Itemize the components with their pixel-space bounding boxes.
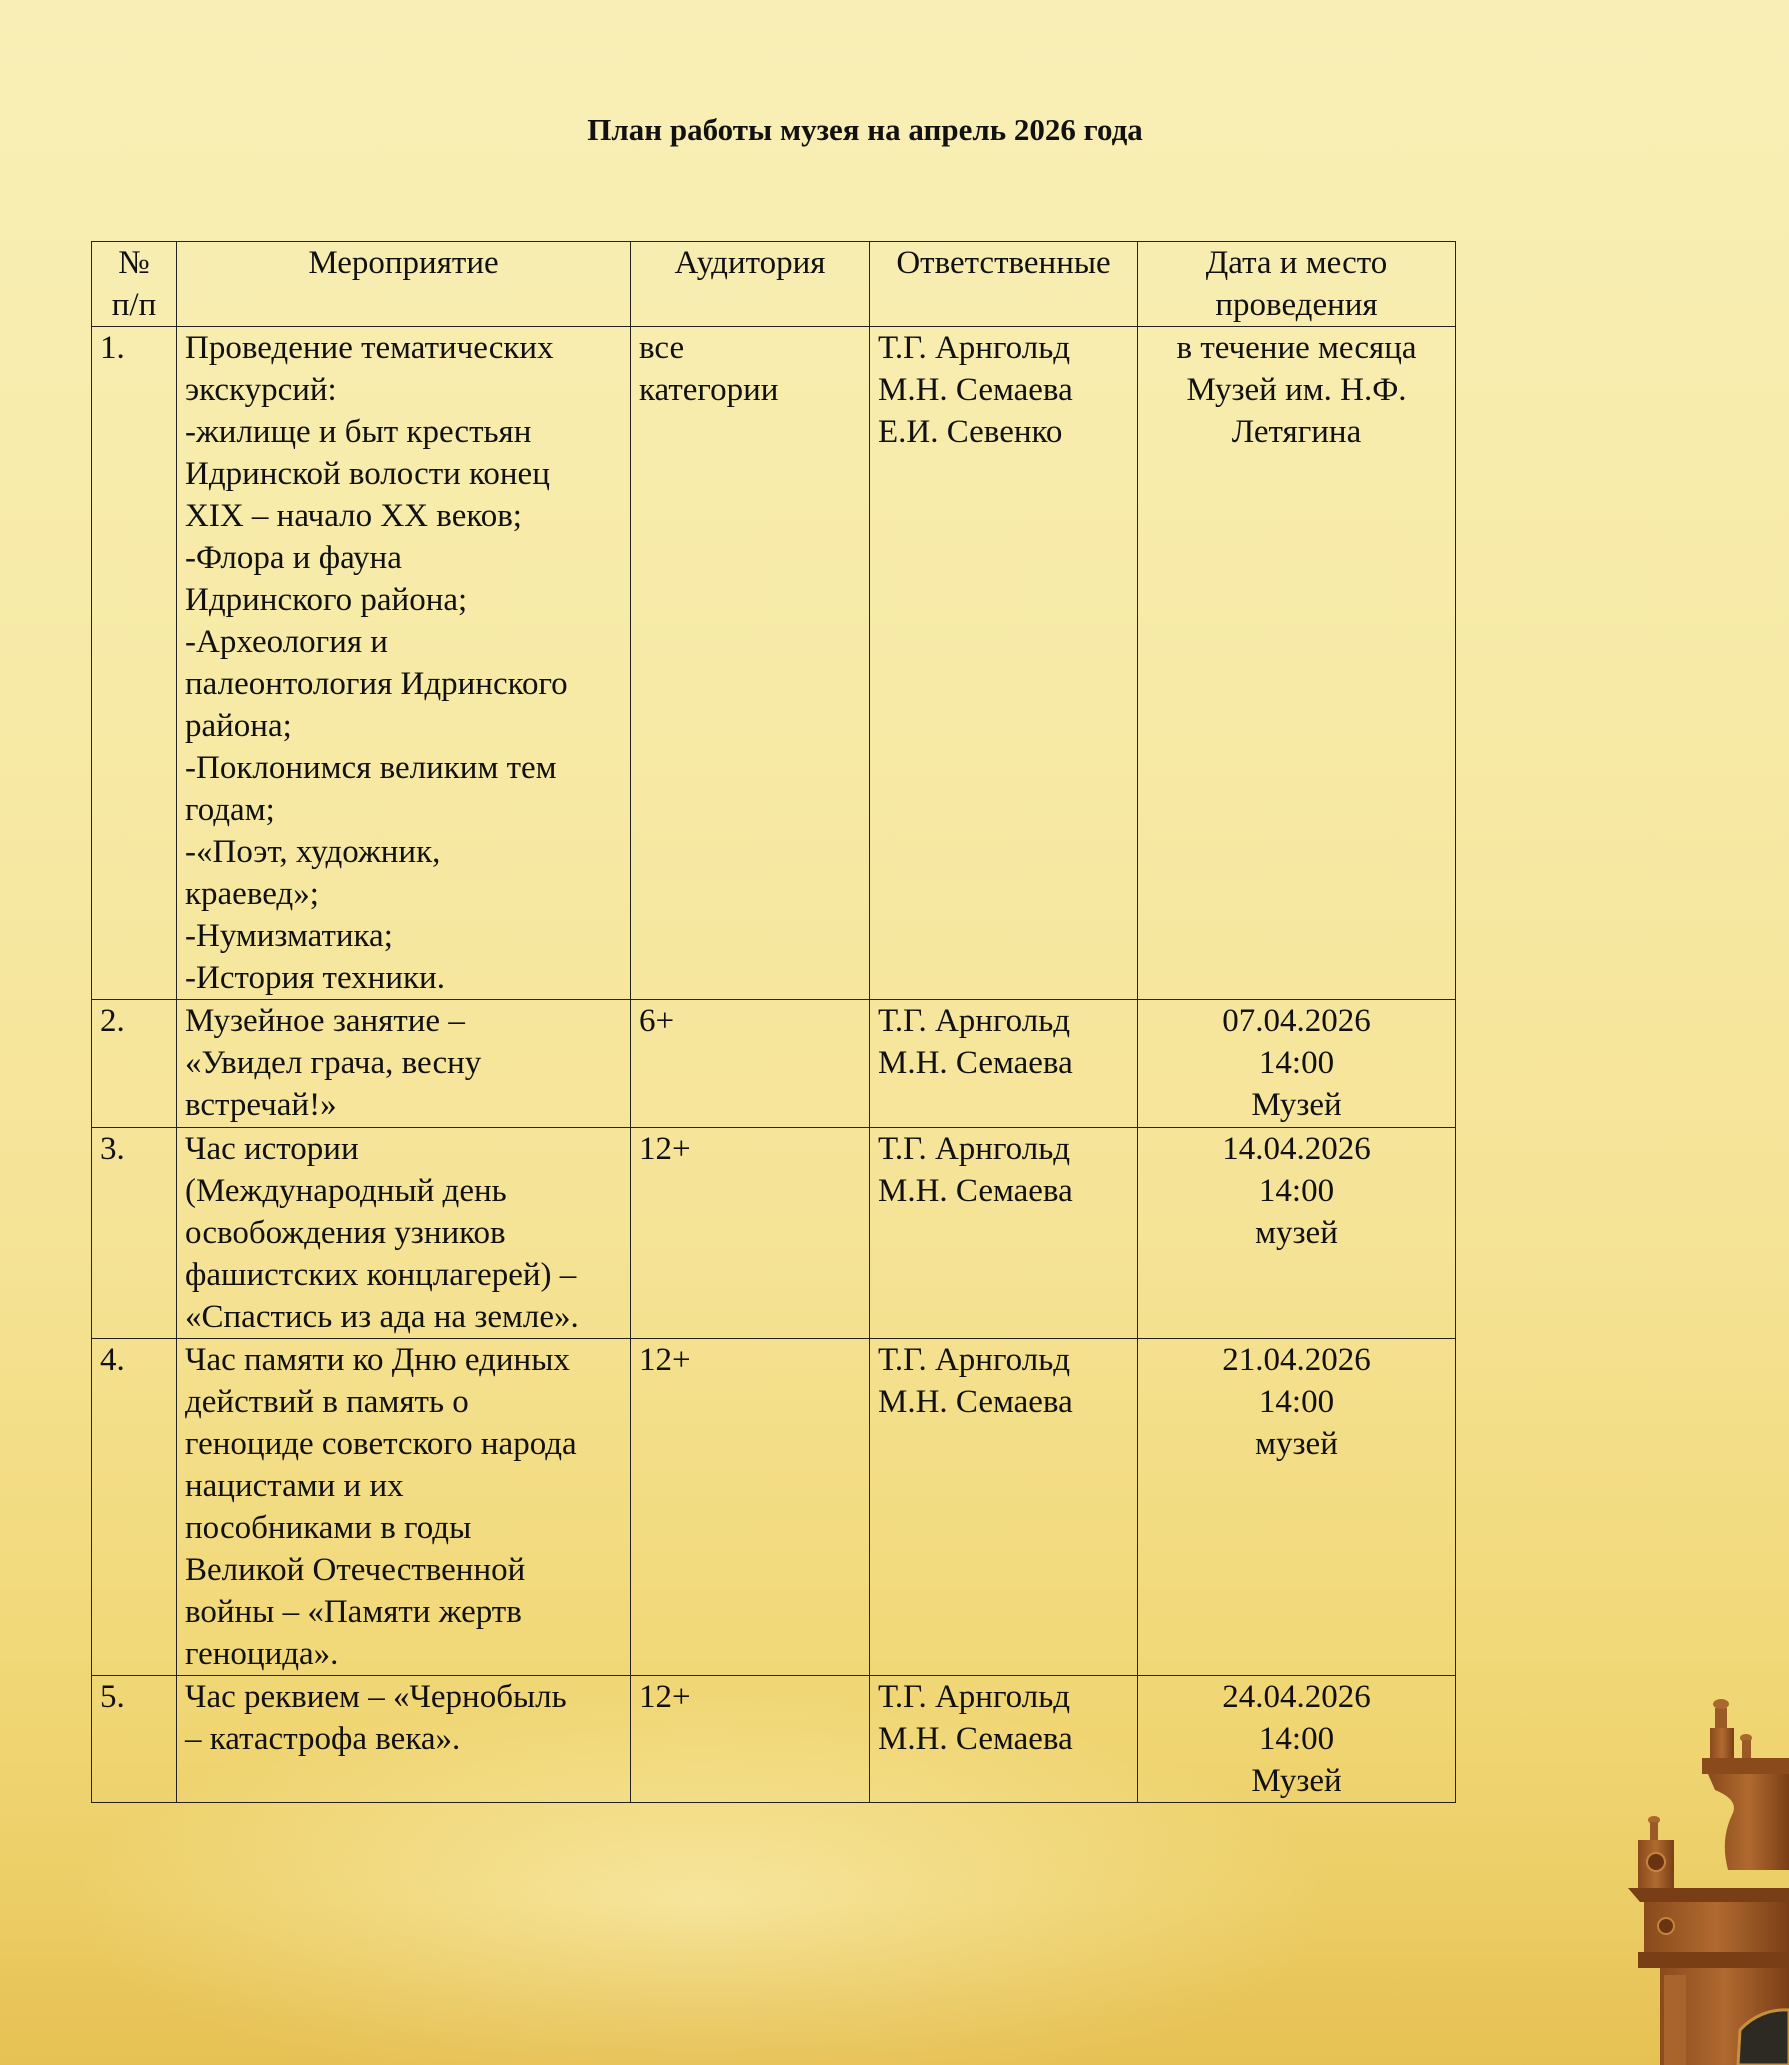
table-row [92,1339,1456,1676]
header-responsible: Ответственные [870,242,1138,327]
cell-event-line: (Международный день [185,1173,507,1209]
cell-responsible-line: Т.Г. Арнгольд [878,330,1071,366]
cell-responsible [870,1676,1138,1803]
cell-date-place-line: Летягина [1231,414,1362,450]
cell-event-line: Идринского района; [185,582,468,618]
cell-event-line: -«Поэт, художник, [185,834,441,870]
cell-date-place-line: 21.04.2026 [1222,1342,1371,1378]
cell-event-line: палеонтология Идринского [185,666,568,702]
cell-date-place-line: 14:00 [1258,1173,1335,1209]
cell-date-place-line: в течение месяца [1176,330,1417,366]
cell-responsible-line: Т.Г. Арнгольд [878,1131,1071,1167]
cell-audience [631,1676,870,1803]
cell-date-place [1138,327,1456,1000]
cell-responsible [870,1128,1138,1339]
cell-num: 3. [92,1128,177,1339]
cell-event-line: геноциде советского народа [185,1426,577,1462]
cell-event-line: «Увидел грача, весну [185,1045,482,1081]
cell-event-line: встречай!» [185,1087,337,1123]
cell-audience-line: все [639,330,685,366]
cell-event-line: пособниками в годы [185,1510,472,1546]
cell-date-place-line: 07.04.2026 [1222,1003,1371,1039]
cell-num: 5. [92,1676,177,1803]
cell-event-line: района; [185,708,292,744]
cell-event-line: -Поклонимся великим тем [185,750,557,786]
cell-audience-line: 12+ [639,1679,691,1715]
cell-event [177,1128,631,1339]
header-event: Мероприятие [177,242,631,327]
cell-date-place-line: музей [1255,1426,1338,1462]
cell-event-line: «Спастись из ада на земле». [185,1299,579,1335]
cell-event-line: XIX – начало XX веков; [185,498,522,534]
cell-event-line: фашистских концлагерей) – [185,1257,577,1293]
background-glow [0,1900,1789,2065]
header-date-line: Дата и место [1205,245,1388,281]
table-row [92,1000,1456,1128]
cell-event-line: Музейное занятие – [185,1003,465,1039]
plan-table [91,241,1456,1803]
page-title: План работы музея на апрель 2026 года [587,112,1143,147]
cell-num: 1. [92,327,177,1000]
cell-date-place-line: музей [1255,1215,1338,1251]
cell-responsible-line: М.Н. Семаева [878,1384,1073,1420]
cell-event-line: – катастрофа века». [185,1721,461,1757]
cell-event-line: Час реквием – «Чернобыль [185,1679,567,1715]
cell-audience [631,1339,870,1676]
cell-audience [631,327,870,1000]
cell-event-line: Час истории [185,1131,359,1167]
cell-num: 2. [92,1000,177,1128]
cell-audience [631,1128,870,1339]
table-row [92,327,1456,1000]
cell-responsible-line: Т.Г. Арнгольд [878,1342,1071,1378]
cell-event-line: -История техники. [185,960,445,996]
cell-event-line: нацистами и их [185,1468,404,1504]
cell-event-line: войны – «Памяти жертв [185,1594,522,1630]
table-row [92,1676,1456,1803]
cell-date-place [1138,1676,1456,1803]
cell-responsible-line: М.Н. Семаева [878,372,1073,408]
cell-event-line: Идринской волости конец [185,456,550,492]
cell-event [177,1000,631,1128]
table-header-row [92,242,1456,327]
cell-event-line: краевед»; [185,876,319,912]
cell-responsible-line: Т.Г. Арнгольд [878,1679,1071,1715]
cell-responsible [870,1339,1138,1676]
cell-date-place-line: 14:00 [1258,1721,1335,1757]
cell-event-line: Проведение тематических [185,330,554,366]
cell-event-line: -Археология и [185,624,388,660]
cell-date-place-line: 14.04.2026 [1222,1131,1371,1167]
cell-event-line: годам; [185,792,275,828]
cell-num: 4. [92,1339,177,1676]
cell-date-place-line: Музей [1251,1087,1342,1123]
cell-event-line: экскурсий: [185,372,337,408]
cell-event-line: -Нумизматика; [185,918,393,954]
cell-audience-line: 12+ [639,1342,691,1378]
cell-responsible-line: М.Н. Семаева [878,1045,1073,1081]
cell-event [177,1339,631,1676]
header-num-line: № [118,245,150,281]
cell-responsible-line: Е.И. Севенко [878,414,1063,450]
cell-date-place-line: 14:00 [1258,1045,1335,1081]
cell-date-place-line: 24.04.2026 [1222,1679,1371,1715]
cell-responsible-line: М.Н. Семаева [878,1721,1073,1757]
table-row [92,1128,1456,1339]
cell-responsible-line: М.Н. Семаева [878,1173,1073,1209]
cell-date-place-line: Музей им. Н.Ф. [1186,372,1407,408]
cell-responsible-line: Т.Г. Арнгольд [878,1003,1071,1039]
cell-event-line: -Флора и фауна [185,540,402,576]
cell-date-place [1138,1128,1456,1339]
cell-event-line: геноцида». [185,1636,339,1672]
cell-audience-line: 6+ [639,1003,675,1039]
header-date-line: проведения [1215,287,1378,323]
cell-date-place-line: 14:00 [1258,1384,1335,1420]
cell-event-line: Великой Отечественной [185,1552,526,1588]
cell-date-place [1138,1000,1456,1128]
cell-date-place [1138,1339,1456,1676]
cell-event [177,327,631,1000]
header-audience: Аудитория [631,242,870,327]
cell-date-place-line: Музей [1251,1763,1342,1799]
cell-audience-line: 12+ [639,1131,691,1167]
cell-event-line: действий в память о [185,1384,469,1420]
header-num-line: п/п [111,287,157,323]
cell-event-line: Час памяти ко Дню единых [185,1342,570,1378]
header-num [92,242,177,327]
cell-audience-line: категории [639,372,779,408]
cell-responsible [870,327,1138,1000]
cell-event-line: освобождения узников [185,1215,506,1251]
cell-event-line: -жилище и быт крестьян [185,414,532,450]
antique-clock-icon [1620,1690,1789,2065]
cell-event [177,1676,631,1803]
header-date-place [1138,242,1456,327]
cell-audience [631,1000,870,1128]
cell-responsible [870,1000,1138,1128]
